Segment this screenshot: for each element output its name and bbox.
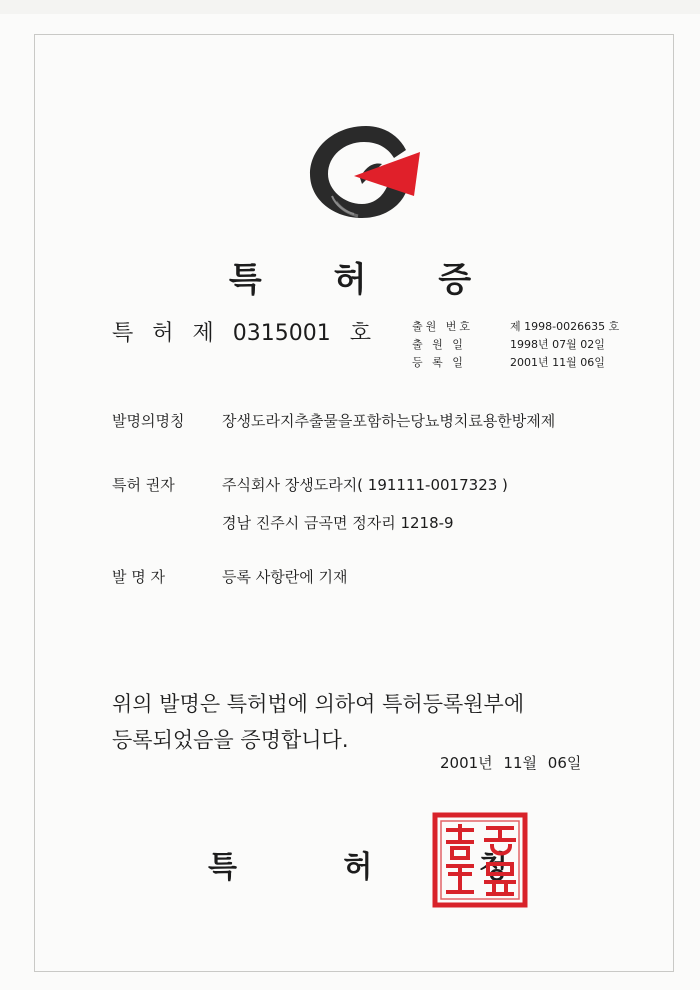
inventor-value: 등록 사항란에 기재 — [222, 568, 348, 586]
registration-date-row — [412, 354, 619, 372]
meta-value: 1998년 07월 02일 — [510, 338, 605, 351]
patentee-label: 특허 권자 — [112, 476, 175, 494]
statement-line: 등록되었음을 증명합니다. — [112, 728, 349, 752]
certificate-title: 특 허 증 — [228, 260, 502, 300]
issuing-office: 특 허 청 — [208, 850, 556, 885]
invention-title-label: 발명의명칭 — [112, 412, 185, 430]
certification-statement — [112, 686, 524, 758]
application-date-row — [412, 336, 619, 354]
inventor-label: 발 명 자 — [112, 568, 166, 586]
application-number-row — [412, 318, 619, 336]
government-emblem-icon — [302, 118, 426, 226]
meta-label: 출원 번호 — [412, 320, 474, 333]
meta-label: 출 원 일 — [412, 338, 466, 351]
invention-title: 장생도라지추출물을포함하는당뇨병치료용한방제제 — [222, 412, 556, 430]
patent-number: 특 허 제 0315001 호 — [112, 321, 371, 346]
issue-date: 2001년 11월 06일 — [440, 754, 582, 772]
patentee-address: 경남 진주시 금곡면 정자리 1218-9 — [222, 514, 454, 532]
meta-value: 2001년 11월 06일 — [510, 356, 605, 369]
official-seal-icon — [432, 812, 528, 908]
statement-line: 위의 발명은 특허법에 의하여 특허등록원부에 — [112, 692, 525, 716]
meta-value: 제 1998-0026635 호 — [510, 320, 620, 333]
application-details — [412, 318, 619, 372]
meta-label: 등 록 일 — [412, 356, 466, 369]
patentee-name: 주식회사 장생도라지( 191111-0017323 ) — [222, 476, 508, 494]
